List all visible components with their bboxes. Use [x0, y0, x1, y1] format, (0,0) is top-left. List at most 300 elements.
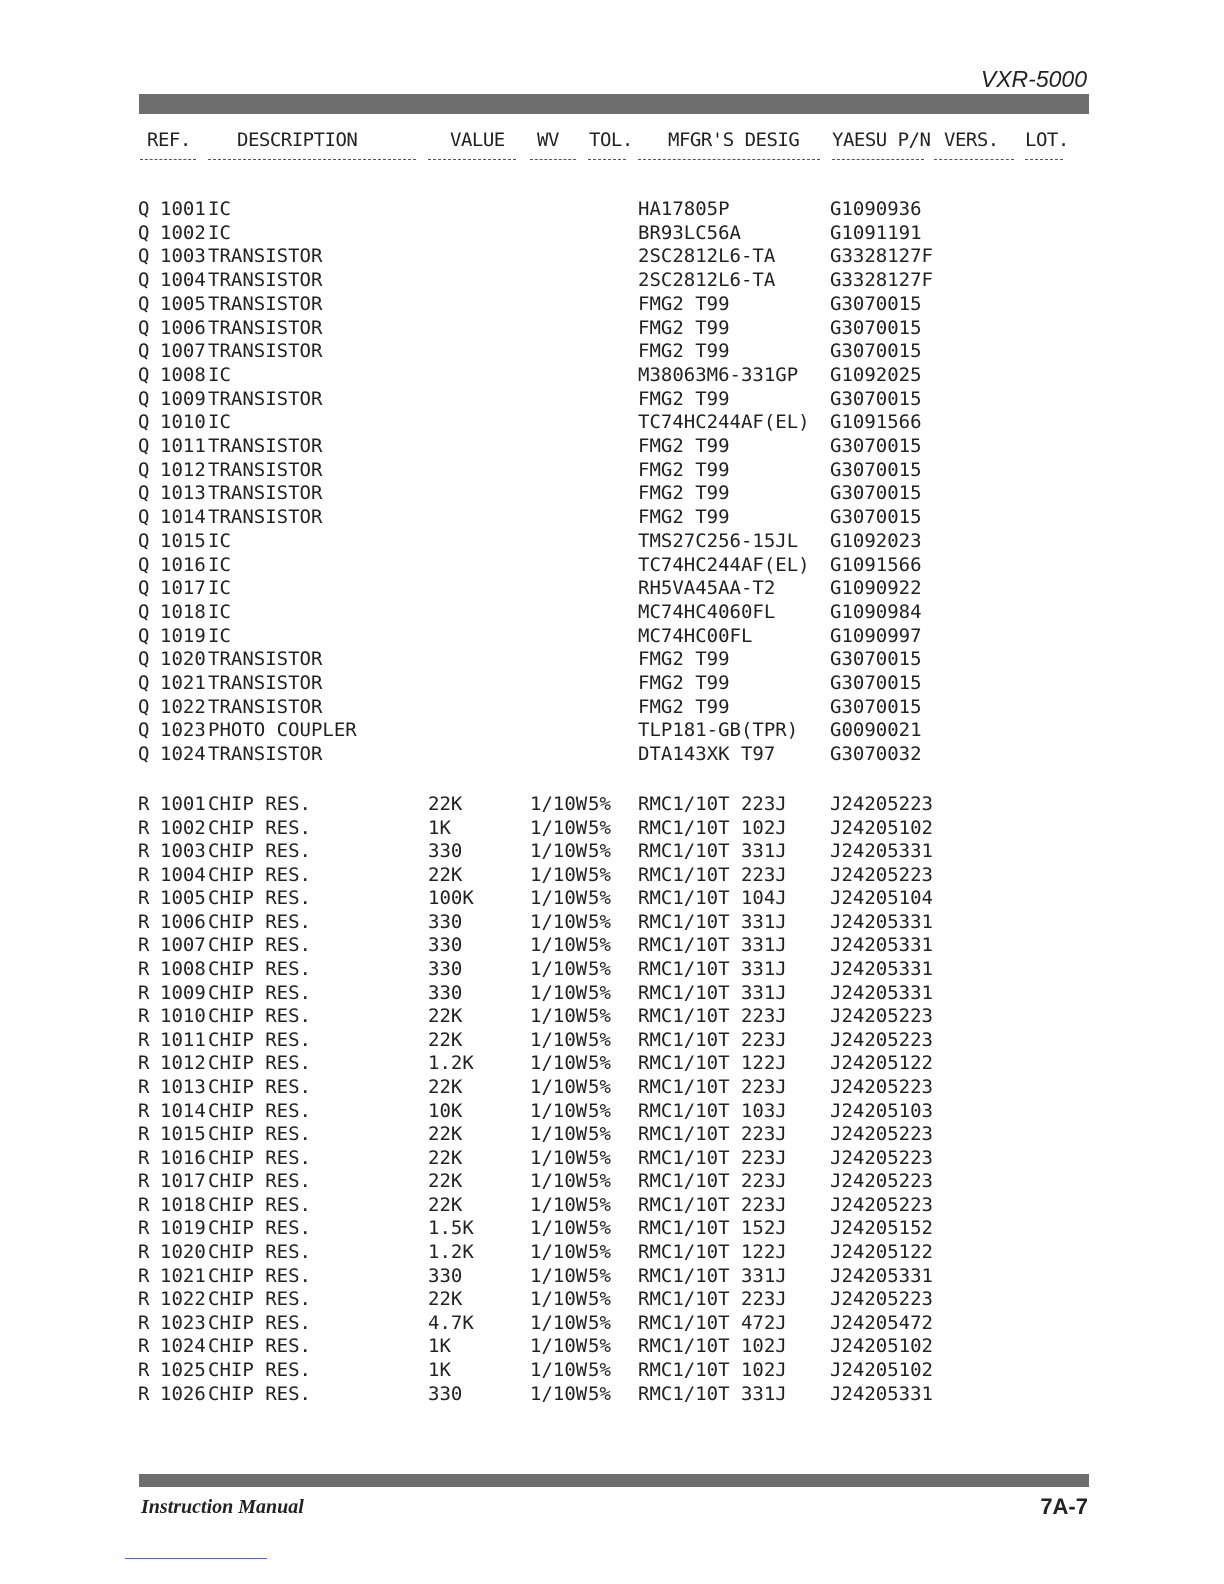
table-row [0, 863, 1224, 887]
part-wattage: 1/10W [530, 1193, 588, 1216]
col-ref: REF. [147, 129, 191, 151]
part-value: 330 [428, 1264, 463, 1287]
table-row [0, 481, 1224, 505]
part-number: 1006 [160, 316, 206, 339]
part-number: 1023 [160, 719, 206, 742]
part-description: IC [208, 221, 231, 244]
part-mfgr-desig: RMC1/10T 152J [638, 1217, 787, 1240]
part-type: Q [138, 363, 150, 386]
part-yaesu-pn: J24205223 [830, 1288, 933, 1311]
part-type: R [138, 1170, 150, 1193]
part-type: R [138, 887, 150, 910]
part-number: 1021 [160, 672, 206, 694]
part-mfgr-desig: FMG2 T99 [638, 506, 730, 529]
part-number: 1007 [160, 340, 206, 363]
part-tolerance: 5% [588, 1335, 611, 1358]
part-description: TRANSISTOR [208, 743, 323, 766]
table-row [0, 695, 1224, 719]
part-type: Q [138, 387, 150, 410]
part-wattage: 1/10W [530, 958, 588, 981]
table-row [0, 600, 1224, 624]
part-number: 1026 [160, 1382, 206, 1405]
part-description: IC [208, 411, 231, 434]
part-number: 1017 [160, 577, 206, 600]
table-row [0, 292, 1224, 316]
part-yaesu-pn: J24205223 [830, 1146, 933, 1169]
part-mfgr-desig: M38063M6-331GP [638, 363, 799, 386]
part-type: R [138, 958, 150, 981]
part-number: 1012 [160, 458, 206, 481]
part-mfgr-desig: MC74HC4060FL [638, 600, 776, 623]
part-wattage: 1/10W [530, 1382, 588, 1405]
table-row [0, 363, 1224, 387]
table-row [0, 458, 1224, 482]
part-description: CHIP RES. [208, 981, 311, 1004]
part-number: 1011 [160, 1028, 206, 1051]
page-number: 7A-7 [1040, 1494, 1088, 1519]
part-mfgr-desig: FMG2 T99 [638, 672, 730, 694]
part-tolerance: 5% [588, 1005, 611, 1028]
part-mfgr-desig: RMC1/10T 223J [638, 1146, 787, 1169]
part-type: Q [138, 624, 150, 647]
part-mfgr-desig: RMC1/10T 331J [638, 958, 787, 981]
part-tolerance: 5% [588, 1146, 611, 1169]
part-yaesu-pn: G3070015 [830, 435, 922, 457]
part-number: 1009 [160, 981, 206, 1004]
table-row [0, 1311, 1224, 1335]
part-value: 1K [428, 816, 451, 839]
part-mfgr-desig: RMC1/10T 223J [638, 1170, 787, 1193]
part-mfgr-desig: 2SC2812L6-TA [638, 245, 776, 268]
part-tolerance: 5% [588, 1241, 611, 1264]
table-row [0, 221, 1224, 245]
part-wattage: 1/10W [530, 1099, 588, 1122]
part-number: 1010 [160, 1005, 206, 1028]
table-row [0, 816, 1224, 840]
part-mfgr-desig: RMC1/10T 331J [638, 934, 787, 957]
model-name: VXR-5000 [980, 66, 1087, 92]
table-row [0, 1146, 1224, 1170]
part-wattage: 1/10W [530, 1358, 588, 1381]
part-yaesu-pn: J24205331 [830, 1264, 933, 1287]
part-number: 1012 [160, 1052, 206, 1075]
part-type: R [138, 863, 150, 886]
part-tolerance: 5% [588, 1217, 611, 1240]
table-row [0, 553, 1224, 577]
part-yaesu-pn: J24205122 [830, 1241, 933, 1264]
part-mfgr-desig: FMG2 T99 [638, 340, 730, 363]
table-row [0, 1169, 1224, 1193]
table-row [0, 197, 1224, 221]
part-wattage: 1/10W [530, 1028, 588, 1051]
part-wattage: 1/10W [530, 793, 588, 815]
part-description: CHIP RES. [208, 1217, 311, 1240]
table-row [0, 1004, 1224, 1028]
part-mfgr-desig: 2SC2812L6-TA [638, 269, 776, 292]
part-description: CHIP RES. [208, 1028, 311, 1051]
part-description: TRANSISTOR [208, 245, 323, 268]
part-type: Q [138, 600, 150, 623]
part-type: R [138, 910, 150, 933]
part-description: CHIP RES. [208, 1005, 311, 1028]
part-wattage: 1/10W [530, 1052, 588, 1075]
part-description: TRANSISTOR [208, 435, 323, 457]
part-mfgr-desig: RMC1/10T 103J [638, 1099, 787, 1122]
part-number: 1020 [160, 1241, 206, 1264]
part-mfgr-desig: RMC1/10T 331J [638, 910, 787, 933]
part-wattage: 1/10W [530, 1288, 588, 1311]
part-yaesu-pn: G3070015 [830, 387, 922, 410]
part-mfgr-desig: FMG2 T99 [638, 695, 730, 718]
part-description: CHIP RES. [208, 816, 311, 839]
part-number: 1020 [160, 648, 206, 671]
part-wattage: 1/10W [530, 910, 588, 933]
column-header-row [0, 128, 1224, 152]
header-bar [139, 94, 1089, 114]
part-number: 1009 [160, 387, 206, 410]
table-row [0, 410, 1224, 434]
part-mfgr-desig: TLP181-GB(TPR) [638, 719, 799, 742]
part-type: R [138, 1264, 150, 1287]
part-description: CHIP RES. [208, 1170, 311, 1193]
part-mfgr-desig: FMG2 T99 [638, 292, 730, 315]
part-tolerance: 5% [588, 1123, 611, 1146]
part-mfgr-desig: RMC1/10T 122J [638, 1052, 787, 1075]
part-type: Q [138, 198, 150, 220]
table-row [0, 981, 1224, 1005]
table-row [0, 647, 1224, 671]
part-value: 22K [428, 1075, 463, 1098]
part-yaesu-pn: J24205331 [830, 934, 933, 957]
part-mfgr-desig: RMC1/10T 223J [638, 1123, 787, 1146]
part-tolerance: 5% [588, 1311, 611, 1334]
part-description: TRANSISTOR [208, 672, 323, 694]
part-mfgr-desig: FMG2 T99 [638, 387, 730, 410]
part-number: 1005 [160, 292, 206, 315]
part-description: CHIP RES. [208, 1382, 311, 1405]
part-mfgr-desig: RH5VA45AA-T2 [638, 577, 776, 600]
part-description: CHIP RES. [208, 1241, 311, 1264]
part-tolerance: 5% [588, 1382, 611, 1405]
part-tolerance: 5% [588, 793, 611, 815]
part-yaesu-pn: J24205331 [830, 910, 933, 933]
part-value: 330 [428, 840, 463, 863]
part-description: CHIP RES. [208, 1358, 311, 1381]
part-type: Q [138, 411, 150, 434]
part-number: 1004 [160, 863, 206, 886]
part-yaesu-pn: G1092023 [830, 529, 922, 552]
part-mfgr-desig: RMC1/10T 102J [638, 1358, 787, 1381]
part-mfgr-desig: RMC1/10T 223J [638, 793, 787, 815]
part-value: 330 [428, 958, 463, 981]
part-value: 1.2K [428, 1241, 474, 1264]
part-yaesu-pn: J24205223 [830, 1123, 933, 1146]
part-description: CHIP RES. [208, 1146, 311, 1169]
part-number: 1002 [160, 816, 206, 839]
part-yaesu-pn: G3070015 [830, 648, 922, 671]
part-description: IC [208, 198, 231, 220]
table-row [0, 886, 1224, 910]
part-tolerance: 5% [588, 863, 611, 886]
part-number: 1025 [160, 1358, 206, 1381]
col-value: VALUE [450, 129, 505, 151]
table-row [0, 1122, 1224, 1146]
part-type: R [138, 1193, 150, 1216]
part-wattage: 1/10W [530, 1075, 588, 1098]
part-mfgr-desig: FMG2 T99 [638, 316, 730, 339]
part-type: R [138, 1288, 150, 1311]
part-type: R [138, 1382, 150, 1405]
part-yaesu-pn: G0090021 [830, 719, 922, 742]
part-number: 1011 [160, 435, 206, 457]
part-wattage: 1/10W [530, 1123, 588, 1146]
part-type: R [138, 1146, 150, 1169]
part-description: CHIP RES. [208, 1288, 311, 1311]
part-mfgr-desig: RMC1/10T 122J [638, 1241, 787, 1264]
part-yaesu-pn: J24205331 [830, 958, 933, 981]
part-yaesu-pn: G3070015 [830, 672, 922, 694]
part-number: 1022 [160, 695, 206, 718]
part-mfgr-desig: RMC1/10T 104J [638, 887, 787, 910]
part-description: TRANSISTOR [208, 292, 323, 315]
part-value: 1.5K [428, 1217, 474, 1240]
part-tolerance: 5% [588, 816, 611, 839]
table-row [0, 957, 1224, 981]
part-yaesu-pn: G3070015 [830, 316, 922, 339]
table-row [0, 1216, 1224, 1240]
part-description: CHIP RES. [208, 958, 311, 981]
table-row [0, 1334, 1224, 1358]
part-type: Q [138, 719, 150, 742]
table-row [0, 268, 1224, 292]
part-value: 1K [428, 1358, 451, 1381]
part-description: CHIP RES. [208, 1311, 311, 1334]
table-row [0, 1358, 1224, 1382]
part-yaesu-pn: G3070032 [830, 743, 922, 766]
part-number: 1010 [160, 411, 206, 434]
table-row [0, 339, 1224, 363]
table-row [0, 576, 1224, 600]
part-mfgr-desig: FMG2 T99 [638, 648, 730, 671]
part-type: Q [138, 506, 150, 529]
part-number: 1024 [160, 743, 206, 766]
part-type: R [138, 1005, 150, 1028]
part-number: 1018 [160, 600, 206, 623]
part-mfgr-desig: RMC1/10T 472J [638, 1311, 787, 1334]
part-description: IC [208, 529, 231, 552]
part-description: CHIP RES. [208, 910, 311, 933]
part-yaesu-pn: J24205223 [830, 1193, 933, 1216]
part-yaesu-pn: J24205223 [830, 1075, 933, 1098]
col-wv: WV [537, 129, 559, 151]
part-tolerance: 5% [588, 1052, 611, 1075]
part-tolerance: 5% [588, 1075, 611, 1098]
part-description: PHOTO COUPLER [208, 719, 357, 742]
part-type: R [138, 1075, 150, 1098]
part-yaesu-pn: G3070015 [830, 506, 922, 529]
part-mfgr-desig: FMG2 T99 [638, 458, 730, 481]
part-tolerance: 5% [588, 1028, 611, 1051]
part-mfgr-desig: RMC1/10T 223J [638, 1005, 787, 1028]
table-row [0, 529, 1224, 553]
part-value: 22K [428, 1123, 463, 1146]
part-yaesu-pn: G1090936 [830, 198, 922, 220]
part-number: 1002 [160, 221, 206, 244]
part-number: 1015 [160, 529, 206, 552]
footer-bar [139, 1474, 1089, 1487]
part-type: Q [138, 695, 150, 718]
table-row [0, 387, 1224, 411]
part-number: 1016 [160, 553, 206, 576]
table-row [0, 1287, 1224, 1311]
part-description: CHIP RES. [208, 863, 311, 886]
part-mfgr-desig: RMC1/10T 223J [638, 1075, 787, 1098]
part-mfgr-desig: TC74HC244AF(EL) [638, 553, 810, 576]
part-number: 1006 [160, 910, 206, 933]
part-tolerance: 5% [588, 1099, 611, 1122]
part-yaesu-pn: G1091191 [830, 221, 922, 244]
part-description: CHIP RES. [208, 934, 311, 957]
col-lot: LOT. [1025, 129, 1069, 151]
part-number: 1014 [160, 1099, 206, 1122]
table-row [0, 316, 1224, 340]
part-wattage: 1/10W [530, 1311, 588, 1334]
part-tolerance: 5% [588, 1193, 611, 1216]
part-type: R [138, 816, 150, 839]
part-mfgr-desig: BR93LC56A [638, 221, 741, 244]
part-yaesu-pn: G3328127F [830, 269, 933, 292]
part-type: R [138, 1217, 150, 1240]
part-type: Q [138, 435, 150, 457]
part-mfgr-desig: RMC1/10T 331J [638, 840, 787, 863]
table-row [0, 1264, 1224, 1288]
part-number: 1008 [160, 363, 206, 386]
part-wattage: 1/10W [530, 1264, 588, 1287]
part-wattage: 1/10W [530, 981, 588, 1004]
table-row [0, 792, 1224, 816]
part-description: CHIP RES. [208, 1264, 311, 1287]
table-row [0, 1382, 1224, 1406]
table-row [0, 624, 1224, 648]
part-number: 1013 [160, 482, 206, 505]
part-type: R [138, 1123, 150, 1146]
part-yaesu-pn: J24205223 [830, 1005, 933, 1028]
part-yaesu-pn: J24205104 [830, 887, 933, 910]
part-description: TRANSISTOR [208, 648, 323, 671]
part-yaesu-pn: J24205102 [830, 816, 933, 839]
part-yaesu-pn: J24205331 [830, 981, 933, 1004]
part-value: 22K [428, 1193, 463, 1216]
table-row [0, 1193, 1224, 1217]
part-wattage: 1/10W [530, 1146, 588, 1169]
part-description: CHIP RES. [208, 1193, 311, 1216]
part-yaesu-pn: G1091566 [830, 411, 922, 434]
part-description: CHIP RES. [208, 793, 311, 815]
part-number: 1019 [160, 624, 206, 647]
part-description: CHIP RES. [208, 1052, 311, 1075]
part-type: R [138, 1241, 150, 1264]
table-row [0, 1075, 1224, 1099]
part-value: 22K [428, 1170, 463, 1193]
part-yaesu-pn: J24205223 [830, 793, 933, 815]
part-number: 1017 [160, 1170, 206, 1193]
part-type: Q [138, 529, 150, 552]
part-description: TRANSISTOR [208, 482, 323, 505]
part-description: TRANSISTOR [208, 387, 323, 410]
table-row [0, 1240, 1224, 1264]
part-description: CHIP RES. [208, 1123, 311, 1146]
part-type: Q [138, 648, 150, 671]
table-row [0, 839, 1224, 863]
part-number: 1001 [160, 198, 206, 220]
part-mfgr-desig: RMC1/10T 102J [638, 816, 787, 839]
table-row [0, 1028, 1224, 1052]
part-type: R [138, 981, 150, 1004]
part-mfgr-desig: RMC1/10T 223J [638, 863, 787, 886]
part-mfgr-desig: TC74HC244AF(EL) [638, 411, 810, 434]
part-yaesu-pn: G1090922 [830, 577, 922, 600]
part-yaesu-pn: G1090997 [830, 624, 922, 647]
table-row [0, 244, 1224, 268]
part-type: Q [138, 743, 150, 766]
part-yaesu-pn: J24205223 [830, 863, 933, 886]
part-value: 1.2K [428, 1052, 474, 1075]
part-description: IC [208, 624, 231, 647]
part-tolerance: 5% [588, 934, 611, 957]
part-type: R [138, 1099, 150, 1122]
part-mfgr-desig: RMC1/10T 331J [638, 1264, 787, 1287]
part-number: 1022 [160, 1288, 206, 1311]
part-number: 1004 [160, 269, 206, 292]
part-wattage: 1/10W [530, 1005, 588, 1028]
part-type: Q [138, 316, 150, 339]
part-value: 22K [428, 863, 463, 886]
part-tolerance: 5% [588, 1358, 611, 1381]
part-wattage: 1/10W [530, 887, 588, 910]
part-description: IC [208, 577, 231, 600]
part-yaesu-pn: J24205122 [830, 1052, 933, 1075]
part-type: Q [138, 482, 150, 505]
part-mfgr-desig: RMC1/10T 223J [638, 1288, 787, 1311]
blue-underline [125, 1558, 267, 1559]
col-description: DESCRIPTION [237, 129, 358, 151]
part-yaesu-pn: G3070015 [830, 482, 922, 505]
part-type: R [138, 793, 150, 815]
part-yaesu-pn: G1092025 [830, 363, 922, 386]
part-tolerance: 5% [588, 1264, 611, 1287]
col-yaesu-pn: YAESU P/N [832, 129, 931, 151]
part-yaesu-pn: G3070015 [830, 695, 922, 718]
col-vers: VERS. [944, 129, 999, 151]
part-value: 10K [428, 1099, 463, 1122]
part-value: 22K [428, 1005, 463, 1028]
part-yaesu-pn: J24205223 [830, 1170, 933, 1193]
part-mfgr-desig: RMC1/10T 331J [638, 1382, 787, 1405]
part-type: Q [138, 458, 150, 481]
part-wattage: 1/10W [530, 1170, 588, 1193]
table-row [0, 742, 1224, 766]
table-row [0, 505, 1224, 529]
part-description: TRANSISTOR [208, 506, 323, 529]
part-type: R [138, 1052, 150, 1075]
part-yaesu-pn: J24205331 [830, 1382, 933, 1405]
part-type: Q [138, 577, 150, 600]
part-description: TRANSISTOR [208, 316, 323, 339]
part-number: 1003 [160, 245, 206, 268]
table-row [0, 718, 1224, 742]
part-mfgr-desig: FMG2 T99 [638, 482, 730, 505]
part-wattage: 1/10W [530, 1217, 588, 1240]
